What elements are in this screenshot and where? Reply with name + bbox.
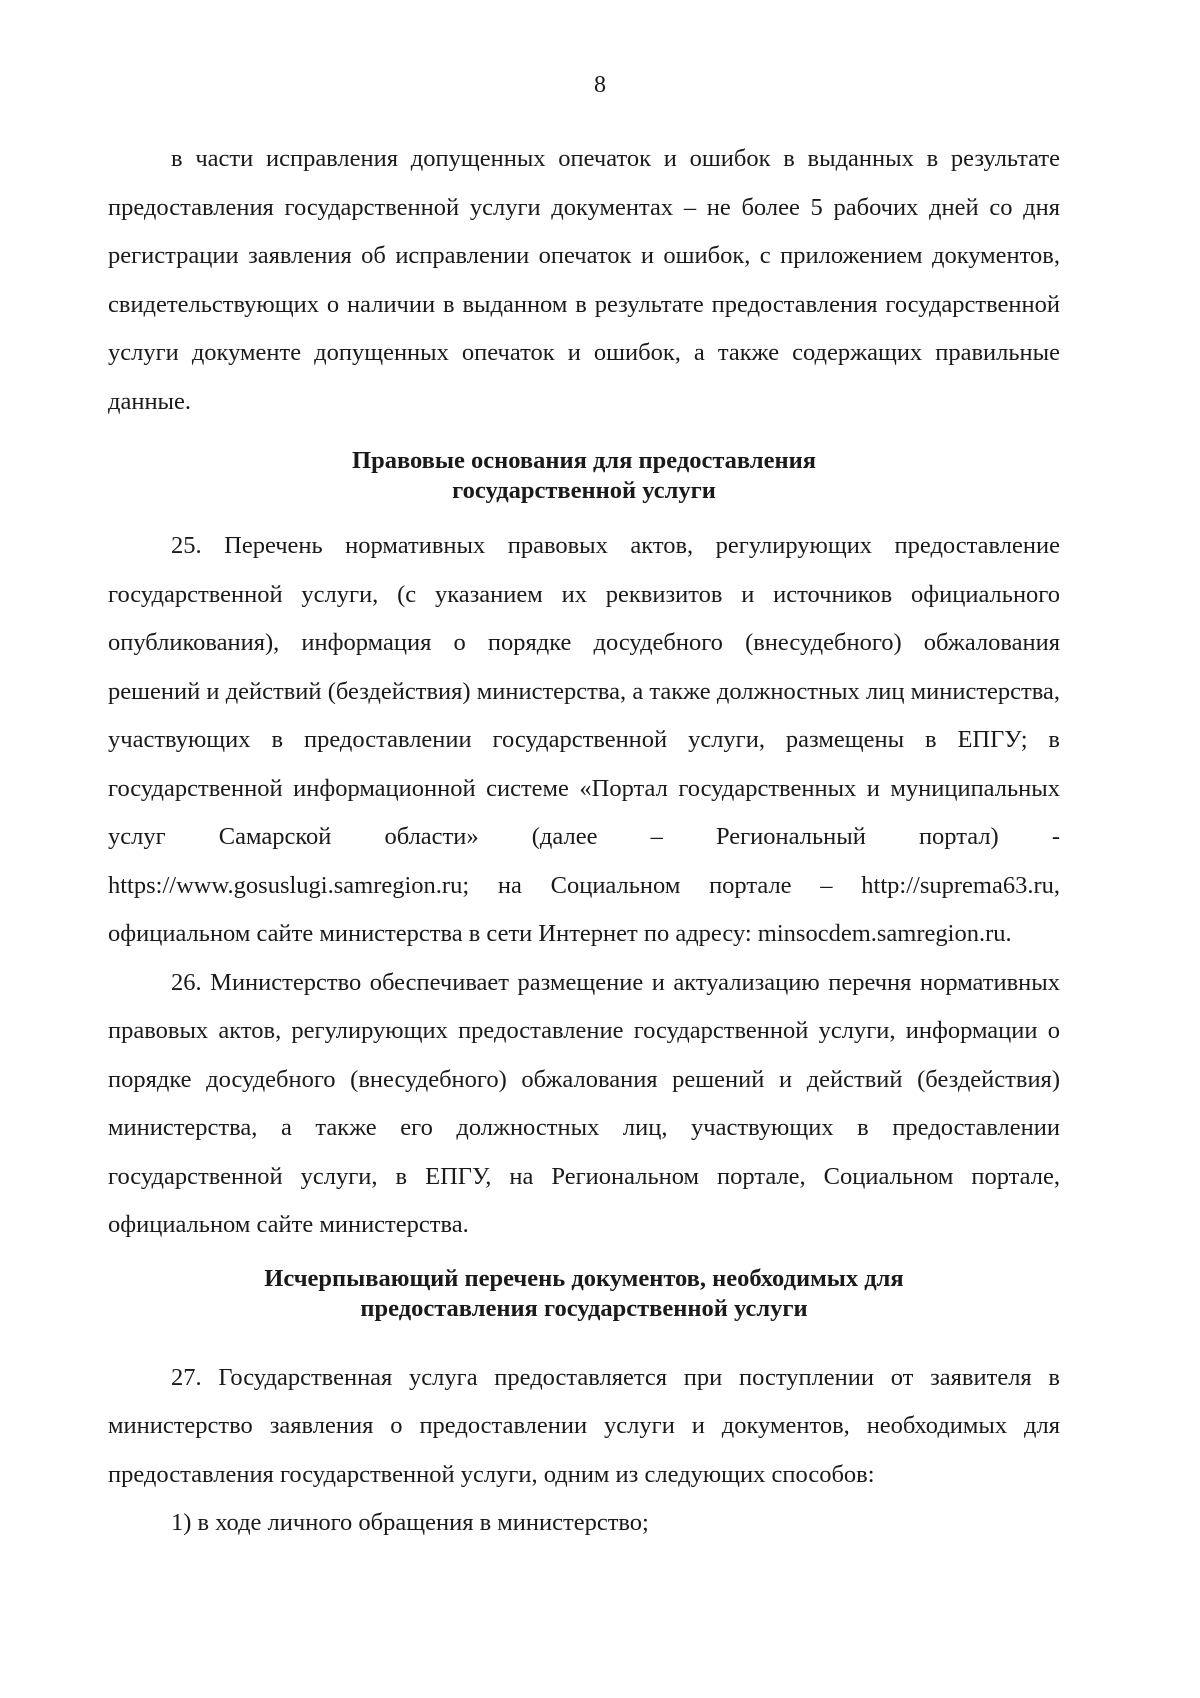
section-heading-documents-list [108,1264,1060,1324]
document-body [108,135,1060,1548]
section-heading-legal-basis [108,446,1060,506]
paragraph-27: 27. Государственная услуга предоставляется при поступлении от заявителя в министерство заявления о предоставлении услуги и документов, необходимых для предоставления государственной услуги, одним из следующих способов: [108,1363,1060,1488]
paragraph-27-item-1: 1) в ходе личного обращения в министерство; [171,1509,649,1536]
heading-line: Правовые основания для предоставления [352,447,816,474]
heading-line: Исчерпывающий перечень документов, необходимых для [264,1264,904,1292]
page-number: 8 [594,72,606,98]
paragraph-25: 25. Перечень нормативных правовых актов, регулирующих предоставление государственной услуги, (с указанием их реквизитов и источников официального опубликования), информация о порядке досудебного (внесудебного) обжалования решений и действий (бездействия) министерства, а также должностных лиц министерства, участвующих в предоставлении государственной услуги, размещены в ЕПГУ; в государственной информационной системе «Портал государственных и муниципальных услуг Самарской области» (далее – Региональный портал) - https://www.gosuslugi.samregion.ru; на Социальном портале – http://suprema63.ru, официальном сайте министерства в сети Интернет по адресу: minsocdem.samregion.ru. [108,532,1060,947]
paragraph-intro: в части исправления допущенных опечаток и ошибок в выданных в результате предоставления государственной услуги документах – не более 5 рабочих дней со дня регистрации заявления об исправлении опечаток и ошибок, с приложением документов, свидетельствующих о наличии в выданном в результате предоставления государственной услуги документе допущенных опечаток и ошибок, а также содержащих правильные данные. [108,145,1060,415]
paragraph-26: 26. Министерство обеспечивает размещение и актуализацию перечня нормативных правовых актов, регулирующих предоставление государственной услуги, информации о порядке досудебного (внесудебного) обжалования решений и действий (бездействия) министерства, а также его должностных лиц, участвующих в предоставлении государственной услуги, в ЕПГУ, на Региональном портале, Социальном портале, официальном сайте министерства. [108,968,1060,1238]
heading-line: предоставления государственной услуги [360,1294,808,1322]
heading-line: государственной услуги [452,477,716,504]
